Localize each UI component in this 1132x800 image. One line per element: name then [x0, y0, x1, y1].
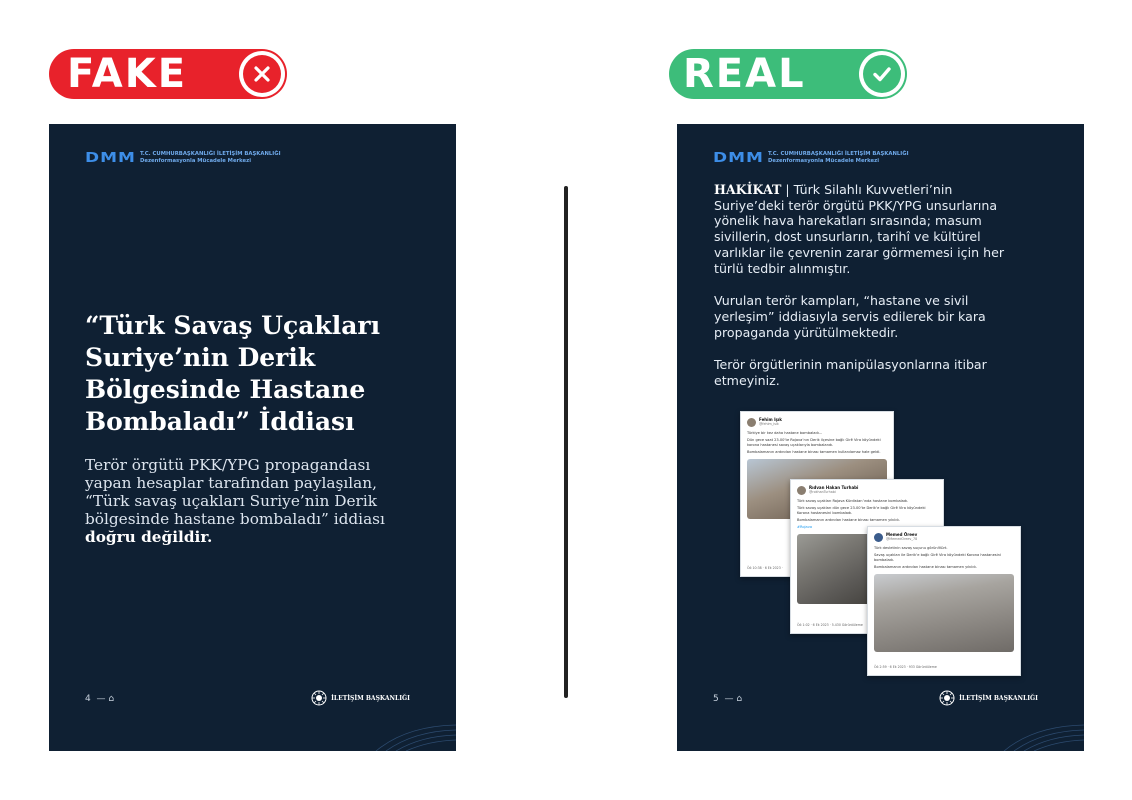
- fake-badge: [49, 49, 287, 99]
- brand-line2: Dezenformasyonla Mücadele Merkezi: [139, 158, 252, 164]
- real-label: REAL: [683, 51, 806, 97]
- brand-line1: T.C. CUMHURBAŞKANLIĞI İLETİŞİM BAŞKANLIĞI: [767, 151, 909, 157]
- seal-icon: [311, 690, 327, 706]
- claim-verdict: doğru değildir.: [85, 528, 213, 546]
- wave-decoration: [366, 721, 456, 751]
- fact-text: [714, 182, 1014, 406]
- hakikat-label: HAKİKAT: [714, 182, 782, 197]
- seal-icon: [939, 690, 955, 706]
- real-badge: [669, 49, 907, 99]
- footer-logo: İLETİŞİM BAŞKANLIĞI: [311, 690, 410, 706]
- brand-line2: Dezenformasyonla Mücadele Merkezi: [767, 158, 880, 164]
- divider: [564, 186, 568, 698]
- dmm-logo: DMM T.C. CUMHURBAŞKANLIĞI İLETİŞİM BAŞKANLIĞI Dezenformasyonla Mücadele Merkezi: [85, 150, 281, 166]
- avatar: [874, 533, 883, 542]
- avatar: [797, 486, 806, 495]
- brand-line1: T.C. CUMHURBAŞKANLIĞI İLETİŞİM BAŞKANLIĞI: [139, 151, 281, 157]
- fact-paragraph-1: HAKİKAT | Türk Silahlı Kuvvetleri’nin Suriye’deki terör örgütü PKK/YPG unsurlarına yönelik hava harekatları sırasında; masum sivillerin, dost unsurların, tarihî ve kültürel varlıklar ile çevrenin zarar görmemesi için her türlü tedbir alınmıştır.: [714, 182, 1004, 276]
- tweet-photo: [874, 574, 1014, 652]
- fact-paragraph-3: Terör örgütlerinin manipülasyonlarına itibar etmeyiniz.: [714, 357, 987, 389]
- home-icon: ⌂: [108, 694, 115, 704]
- fact-paragraph-2: Vurulan terör kampları, “hastane ve sivil yerleşim” iddiasıyla servis edilerek bir kara propaganda yürütülmektedir.: [714, 293, 986, 340]
- x-icon: [239, 51, 285, 97]
- real-fact-panel: [677, 124, 1084, 751]
- check-icon: [859, 51, 905, 97]
- tweet-photo: [797, 534, 871, 604]
- fake-label: FAKE: [67, 51, 188, 97]
- claim-title: “Türk Savaş Uçakları Suriye’nin Derik Bölgesinde Hastane Bombaladı” İddiası: [85, 311, 381, 436]
- page-number: 4 — ⌂: [85, 694, 115, 704]
- home-icon: ⌂: [736, 694, 743, 704]
- avatar: [747, 418, 756, 427]
- wave-decoration: [994, 721, 1084, 751]
- tweet-card: Fehim Işık @fehim_isik Türkiye bir kez daha hastane bombaladı… Dün gece saat 23.00’te Rojava’nın Derik ilçesine bağlı Girê Vira köyündeki korona hastanesi savaş uçaklarıyla bombalandı. Bombalamanın ardından hastane binası tamamen kullanılamaz hale geldi. Öö 10:38 · 6 Ek 2023 ·: [740, 411, 894, 577]
- tweet-card: Memed Öreev @MemedOreev_78 Türk devletinin savaş suçunu görün!Kürt. Savaş uçakları ile Derik’e bağlı Girê Vira köyündeki Korona hastanesini bombaladı. Bombalamanın ardından hastane binası tamamen yıkıldı. Öö 2:59 · 6 Ek 2023 · 933 Görüntüleme: [867, 526, 1021, 676]
- claim-body: Terör örgütü PKK/YPG propagandası yapan hesaplar tarafından paylaşılan, “Türk savaş uçakları Suriye’nin Derik bölgesinde hastane bombaladı” iddiası doğru değildir.: [85, 456, 385, 546]
- fake-claim-panel: [49, 124, 456, 751]
- dmm-logo: DMM T.C. CUMHURBAŞKANLIĞI İLETİŞİM BAŞKANLIĞI Dezenformasyonla Mücadele Merkezi: [713, 150, 909, 166]
- tweet-card: Rıdvan Hakan Turhabi @rokhanTurhabi Türk savaş uçakları Rojava Kürdistan’ında hastane bombaladı. Türk savaş uçakları dün gece 23.00’te Derik’e bağlı Girê Vira köyündeki Korona hastanesini bombaladı. Bombalamanın ardından hastane binası tamamen yıkıldı. #Rojava Öö 1:02 · 6 Ek 2023 · 5.430 Görüntüleme: [790, 479, 944, 634]
- footer-logo: İLETİŞİM BAŞKANLIĞI: [939, 690, 1038, 706]
- page-number: 5 — ⌂: [713, 694, 743, 704]
